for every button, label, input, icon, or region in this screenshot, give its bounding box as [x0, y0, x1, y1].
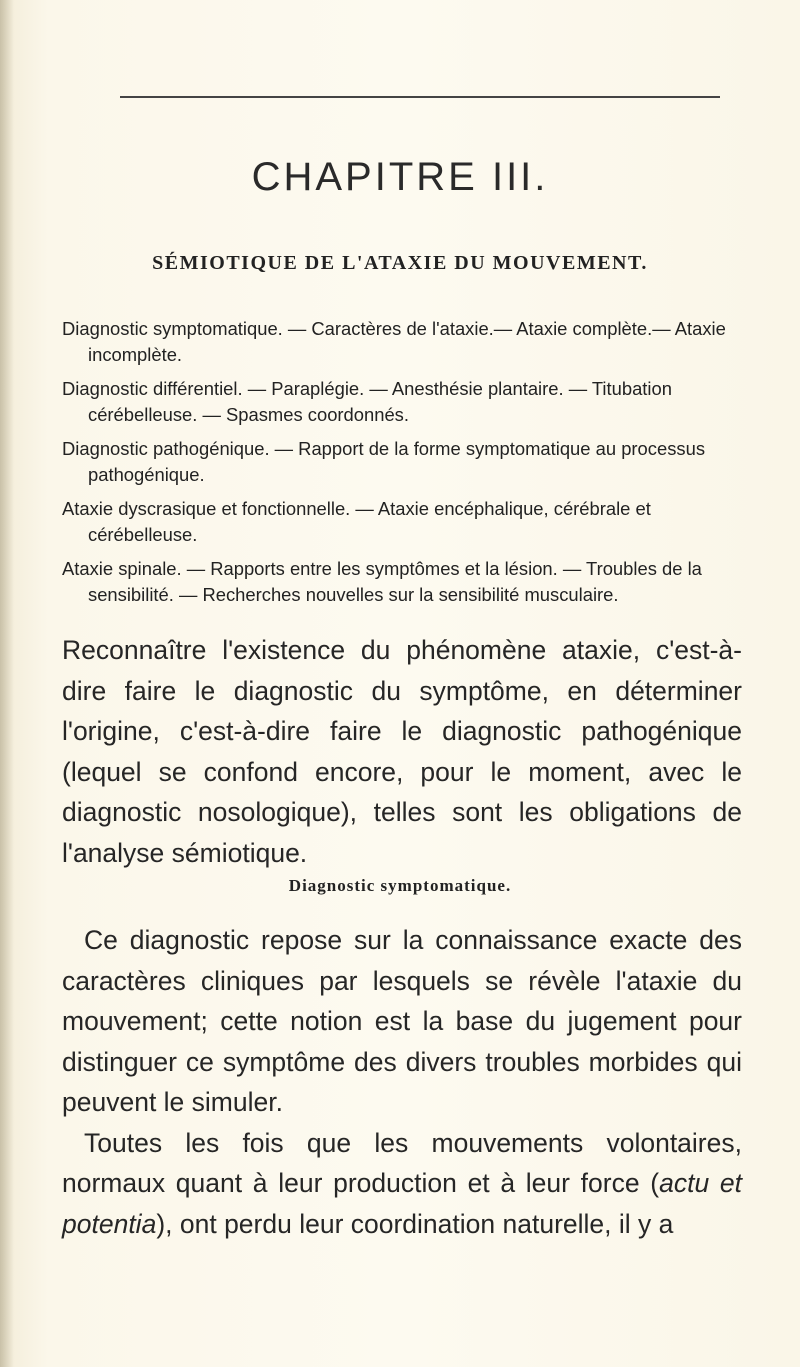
paragraph-text: Toutes les fois que les mouvements volontaires, normaux quant à leur production et à leur force ( — [62, 1127, 742, 1198]
summary-item: Ataxie dyscrasique et fonctionnelle. — Ataxie encéphalique, cérébrale et cérébelleuse. — [62, 498, 651, 545]
section-body — [62, 920, 742, 1244]
paragraph-text: ), ont perdu leur coordination naturelle, il y a — [156, 1208, 674, 1239]
section-paragraph: Ce diagnostic repose sur la connaissance exacte des caractères cliniques par lesquels se révèle l'ataxie du mouvement; cette notion est la base du jugement pour distinguer ce symptôme des divers troubles morbides qui peuvent le simuler. — [62, 925, 742, 1117]
section-heading: Diagnostic symptomatique. — [288, 876, 512, 895]
section-paragraph — [62, 1123, 742, 1245]
summary-item: Diagnostic pathogénique. — Rapport de la forme symptomatique au processus pathogénique. — [62, 438, 706, 485]
summary-item: Ataxie spinale. — Rapports entre les symptômes et la lésion. — Troubles de la sensibilité. — Recherches nouvelles sur la sensibilité musculaire. — [62, 558, 702, 605]
summary-item: Diagnostic différentiel. — Paraplégie. — Anesthésie plantaire. — Titubation cérébelleuse. — Spasmes coordonnés. — [62, 378, 672, 425]
chapter-summary — [62, 316, 738, 616]
latin-phrase: actu et potentia — [62, 1168, 742, 1239]
intro-paragraph: Reconnaître l'existence du phénomène ataxie, c'est-à-dire faire le diagnostic du symptôme, en déterminer l'origine, c'est-à-dire faire le diagnostic pathogénique (lequel se confond encore, pour le moment, avec le diagnostic nosologique), telles sont les obligations de l'analyse sémiotique. — [62, 635, 742, 868]
chapter-title: CHAPITRE III. — [251, 155, 549, 199]
page-edge-shadow — [0, 0, 14, 1367]
chapter-subtitle: SÉMIOTIQUE DE L'ATAXIE DU MOUVEMENT. — [152, 252, 648, 274]
top-rule — [120, 96, 720, 98]
summary-item: Diagnostic symptomatique. — Caractères de l'ataxie.— Ataxie complète.— Ataxie incomplète. — [62, 318, 726, 365]
intro-block — [62, 630, 742, 873]
